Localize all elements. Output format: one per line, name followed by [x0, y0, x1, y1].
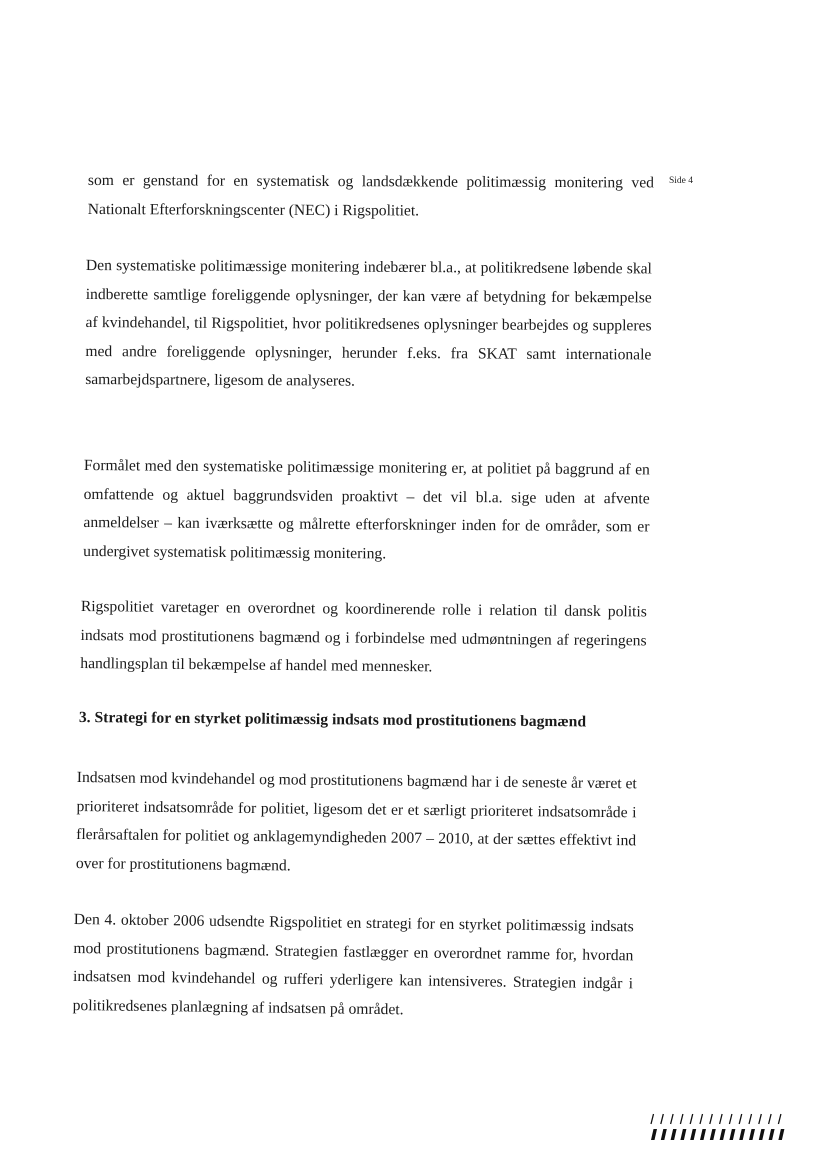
barcode-thick-stroke: [729, 1129, 735, 1140]
page-number-label: Side 4: [669, 176, 694, 186]
barcode-thin-stroke: [720, 1114, 723, 1124]
barcode-thick-stroke: [710, 1129, 716, 1140]
barcode-thick-stroke: [651, 1129, 657, 1140]
barcode-thick-stroke: [778, 1129, 784, 1140]
barcode-thin-stroke: [739, 1114, 742, 1124]
barcode-thick-stroke: [680, 1129, 686, 1140]
barcode-thick-stroke: [739, 1129, 745, 1140]
barcode-thin-stroke: [778, 1114, 781, 1124]
barcode-thick-stroke: [759, 1129, 765, 1140]
paragraph-1: som er genstand for en systematisk og landsdækkende politimæssig monitering ved Nationalt Efterforskningscenter (NEC) i Rigspolitiet.: [87, 171, 654, 219]
section-heading: 3. Strategi for en styrket politimæssig indsats mod prostitutionens bagmænd: [78, 709, 587, 731]
barcode-thick-stroke: [749, 1129, 755, 1140]
document-barcode: [648, 1112, 786, 1142]
barcode-thin-stroke: [769, 1114, 772, 1124]
barcode-thin-stroke: [749, 1114, 752, 1124]
barcode-thick-stroke: [690, 1129, 696, 1140]
paragraph-2: Den systematiske politimæssige monitering indebærer bl.a., at politikredsene løbende skal indberette samtlige foreliggende oplysninger, der kan være af betydning for bekæmpelse af kvindehandel, til Rigspolitiet, hvor politikredsenes oplysninger bearbejdes og suppleres med andre foreliggende oplysninger, herunder f.eks. fra SKAT samt internationale samarbejdspartnere, ligesom de analyseres.: [85, 256, 652, 390]
paragraph-3: Formålet med den systematiske politimæssige monitering er, at politiet på baggrund af en omfattende og aktuel baggrundsviden proaktivt – det vil bl.a. sige uden at afvente anmeldelser – kan iværksætte og målrette efterforskninger inden for de områder, som er undergivet systematisk politimæssig monitering.: [83, 456, 650, 562]
barcode-thick-stroke: [700, 1129, 706, 1140]
barcode-thick-stroke: [720, 1129, 726, 1140]
barcode-thick-stroke: [661, 1129, 667, 1140]
barcode-thick-stroke: [671, 1129, 677, 1140]
barcode-thick-stroke: [769, 1129, 775, 1140]
paragraph-6: Den 4. oktober 2006 udsendte Rigspolitiet en strategi for en styrket politimæssig indsats mod prostitutionens bagmænd. Strategien fastlægger en overordnet ramme for, hvordan indsatsen mod kvindehandel og rufferi yderligere kan intensiveres. Strategien indgår i politikredsenes planlægning af indsatsen på området.: [72, 910, 634, 1018]
barcode-thin-stroke: [661, 1114, 664, 1124]
barcode-thin-stroke: [690, 1114, 693, 1124]
barcode-thin-stroke: [680, 1114, 683, 1124]
barcode-thin-stroke: [651, 1114, 654, 1124]
barcode-thin-stroke: [671, 1114, 674, 1124]
paragraph-5: Indsatsen mod kvindehandel og mod prostitutionens bagmænd har i de seneste år været et prioriteret indsatsområde for politiet, ligesom det er et særligt prioriteret indsatsområde i flerårsaftalen for politiet og anklagemyndigheden 2007 – 2010, at der sættes effektivt ind over for prostitutionens bagmænd.: [75, 768, 637, 874]
barcode-thin-stroke: [759, 1114, 762, 1124]
paragraph-4: Rigspolitiet varetager en overordnet og koordinerende rolle i relation til dansk politis indsats mod prostitutionens bagmænd og i forbindelse med udmøntningen af regeringens handlingsplan til bekæmpelse af handel med mennesker.: [80, 597, 647, 676]
barcode-thin-stroke: [729, 1114, 732, 1124]
barcode-thin-stroke: [700, 1114, 703, 1124]
barcode-thin-stroke: [710, 1114, 713, 1124]
